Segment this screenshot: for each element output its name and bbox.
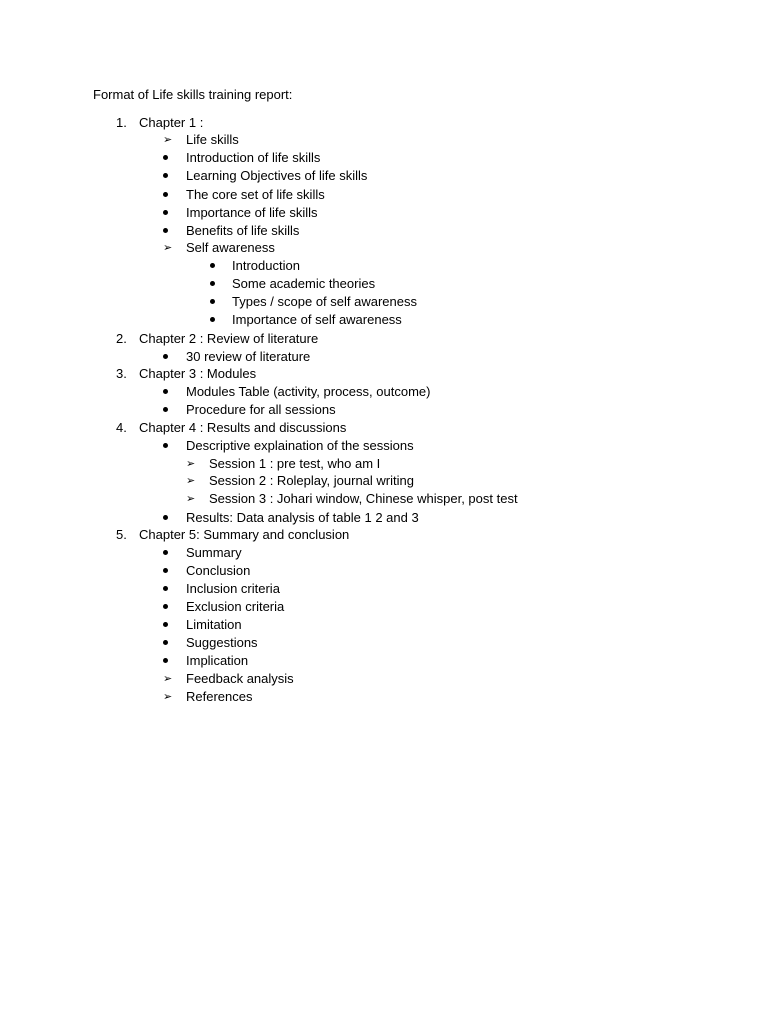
list-item: Importance of life skills: [186, 205, 318, 220]
bullet-icon: [163, 634, 173, 652]
list-subitem: Session 2 : Roleplay, journal writing: [209, 473, 414, 488]
list-item: 30 review of literature: [186, 349, 311, 364]
list-item: Conclusion: [186, 563, 251, 578]
arrow-icon: ➢: [163, 673, 173, 685]
list-subitem: Some academic theories: [232, 276, 376, 291]
chapter-heading: Chapter 3 : Modules: [139, 366, 257, 381]
bullet-icon: [163, 149, 173, 167]
arrow-icon: ➢: [163, 134, 173, 146]
list-item: Benefits of life skills: [186, 223, 300, 238]
list-item: Implication: [186, 653, 249, 668]
chapter-number: 1.: [116, 115, 127, 130]
list-item: Life skills: [186, 132, 239, 147]
list-item: Suggestions: [186, 635, 258, 650]
chapter-number: 4.: [116, 420, 127, 435]
list-item: Limitation: [186, 617, 242, 632]
bullet-icon: [210, 275, 220, 293]
chapter-number: 3.: [116, 366, 127, 381]
bullet-icon: [163, 598, 173, 616]
chapter-heading: Chapter 2 : Review of literature: [139, 331, 319, 346]
bullet-icon: [163, 562, 173, 580]
bullet-icon: [163, 204, 173, 222]
arrow-icon: ➢: [186, 493, 196, 505]
bullet-icon: [163, 544, 173, 562]
list-subitem: Types / scope of self awareness: [232, 294, 417, 309]
arrow-icon: ➢: [163, 242, 173, 254]
bullet-icon: [163, 348, 173, 366]
bullet-icon: [210, 311, 220, 329]
chapter-heading: Chapter 4 : Results and discussions: [139, 420, 347, 435]
bullet-icon: [163, 167, 173, 185]
bullet-icon: [163, 580, 173, 598]
bullet-icon: [163, 186, 173, 204]
bullet-icon: [163, 401, 173, 419]
list-item: Results: Data analysis of table 1 2 and 3: [186, 510, 419, 525]
list-item: Modules Table (activity, process, outcome): [186, 384, 431, 399]
list-item: Descriptive explaination of the sessions: [186, 438, 414, 453]
document-title: Format of Life skills training report:: [93, 87, 293, 102]
chapter-heading: Chapter 5: Summary and conclusion: [139, 527, 350, 542]
list-item: Exclusion criteria: [186, 599, 285, 614]
bullet-icon: [210, 293, 220, 311]
bullet-icon: [163, 509, 173, 527]
arrow-icon: ➢: [186, 458, 196, 470]
chapter-number: 2.: [116, 331, 127, 346]
bullet-icon: [163, 383, 173, 401]
list-item: References: [186, 689, 253, 704]
list-item: Summary: [186, 545, 242, 560]
list-subitem: Session 1 : pre test, who am I: [209, 456, 381, 471]
list-item: Feedback analysis: [186, 671, 294, 686]
chapter-number: 5.: [116, 527, 127, 542]
list-item: The core set of life skills: [186, 187, 325, 202]
arrow-icon: ➢: [163, 691, 173, 703]
bullet-icon: [163, 652, 173, 670]
list-item: Learning Objectives of life skills: [186, 168, 368, 183]
list-subitem: Introduction: [232, 258, 300, 273]
bullet-icon: [210, 257, 220, 275]
chapter-heading: Chapter 1 :: [139, 115, 204, 130]
list-item: Inclusion criteria: [186, 581, 280, 596]
arrow-icon: ➢: [186, 475, 196, 487]
list-subitem: Session 3 : Johari window, Chinese whisper, post test: [209, 491, 518, 506]
bullet-icon: [163, 222, 173, 240]
bullet-icon: [163, 437, 173, 455]
list-item: Introduction of life skills: [186, 150, 321, 165]
list-item: Self awareness: [186, 240, 275, 255]
bullet-icon: [163, 616, 173, 634]
list-subitem: Importance of self awareness: [232, 312, 402, 327]
list-item: Procedure for all sessions: [186, 402, 336, 417]
